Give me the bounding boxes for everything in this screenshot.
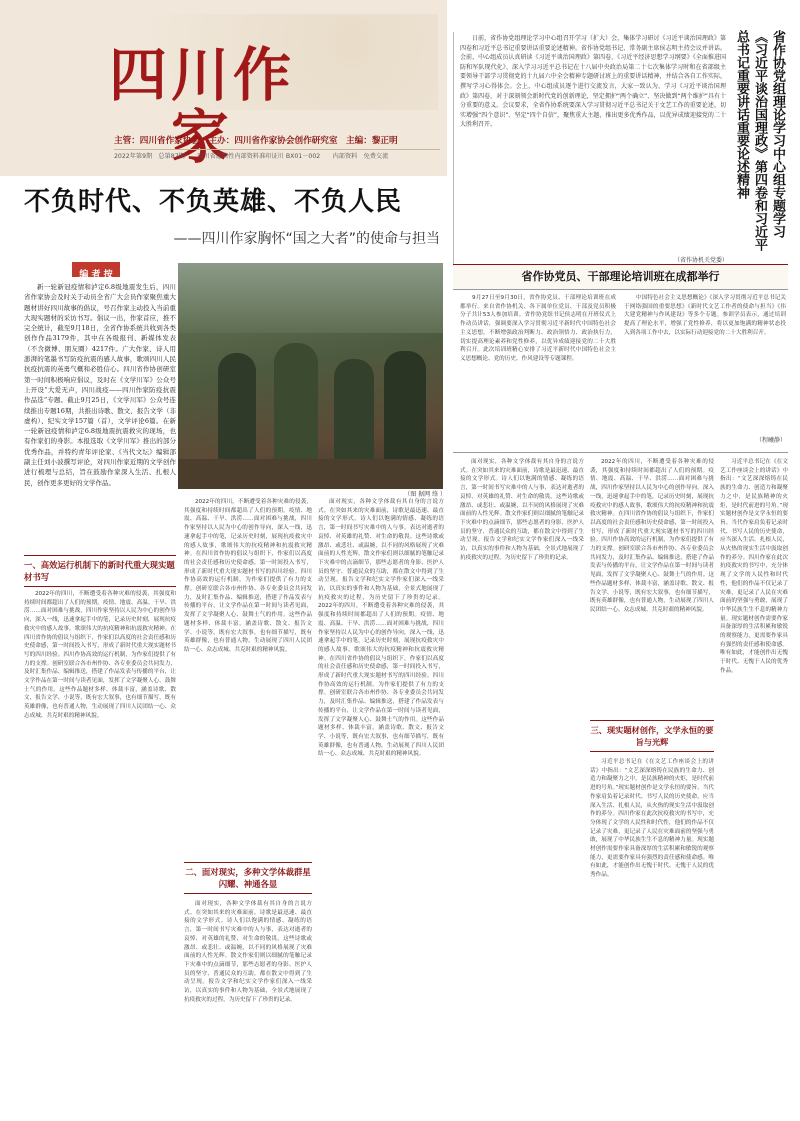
lower-col-2-text: 2022年的四川，不断遭受着各种灾难的侵袭，其强度和持续时间都超出了人们的预期。疫情、地震、高温、干旱、洪涝……面对困难与挑战，四川作家坚持以人民为中心的创作导向，深入一线，迅速拿起手中的笔，记录历史时刻，展现抗疫救灾中的感人故事，歌颂伟大的抗疫精神和抗震救灾精神。在四川省作协的倡议与组织下，作家们以高度的社会责任感和历史使命感，第一时间投入书写，形成了新时代重大现实题材书写的四川经验。四川作协高效的运行机制，为作家们提供了有力的支撑。创研室联合各市州作协、各专业委员会共同发力，及时汇集作品、编辑推送，搭建了作品发表与传播的平台，让文学作品在第一时间与读者见面，发挥了文学凝聚人心、鼓舞士气的作用。这些作品题材多样、体裁丰富，涵盖诗歌、散文、报告文学、小说等，既有宏大叙事，也有细节描写，既有英雄群像，也有普通人物，生动展现了四川人民团结一心、众志成城、共克时艰的精神风貌。 xyxy=(590,459,714,613)
section-1-body: 2022年的四川，不断遭受着各种灾难的侵袭，其强度和持续时间都超出了人们的预期。疫情、地震、高温、干旱、洪涝……面对困难与挑战，四川作家坚持以人民为中心的创作导向，深入一线，迅速拿起手中的笔，记录历史时刻，展现抗疫救灾中的感人故事，歌颂伟大的抗疫精神和抗震救灾精神。在四川省作协的倡议与组织下，作家们以高度的社会责任感和历史使命感，第一时间投入书写，形成了新时代重大现实题材书写的四川经验。四川作协高效的运行机制，为作家们提供了有力的支撑。创研室联合各市州作协、各专业委员会共同发力，及时汇集作品、编辑推送，搭建了作品发表与传播的平台，让文学作品在第一时间与读者见面，发挥了文学凝聚人心、鼓舞士气的作用。这些作品题材多样、体裁丰富，涵盖诗歌、散文、报告文学、小说等，既有宏大叙事，也有细节描写，既有英雄群像，也有普通人物，生动展现了四川人民团结一心、众志成城、共克时艰的精神风貌。 xyxy=(24,591,176,719)
editor-tag-label: 编 者 按 xyxy=(79,270,113,280)
training-source: （程曦静） xyxy=(755,437,786,444)
feature-photo xyxy=(178,263,443,489)
lower-col-3-text: 习近平总书记在《在文艺工作座谈会上的讲话》中指出：“文艺深深熔铸在民族的生命力、创造力和凝聚力之中，是民族精神的火炬，是时代前进的号角。”现实题材创作是文学永恒的要旨。当代作家肩负着记录时代、书写人民的历史使命，应当深入生活、扎根人民，从火热的现实生活中汲取创作的养分。四川作家在此次抗疫救灾的书写中，充分体现了文学的人民性和时代性，他们的作品不仅记录了灾难，更记录了人民在灾难面前的坚强与勇敢，展现了中华民族生生不息的精神力量。现实题材创作需要作家具备深厚的生活积累和敏锐的观察能力，更需要作家具有强烈的责任感和使命感。唯有如此，才能创作出无愧于时代、无愧于人民的优秀作品。 xyxy=(720,459,788,674)
photo-caption: （图 据网 络 ） xyxy=(404,491,446,498)
section-1-title xyxy=(24,555,176,587)
credits-line: 主管：四川省作家协会 主办：四川省作家协会创作研究室 主编：黎正明 xyxy=(114,136,398,146)
lower-col-1-text: 面对现实，各种文学体裁有其自身的言说方式。在突如其来的灾难面前，诗歌是最迅速、最直接的文学形式。诗人们以饱满的情感、凝练的语言，第一时间书写灾难中的人与事，表达对逝者的哀悼、对英雄的礼赞、对生命的敬畏。这些诗歌或激昂、或悲壮、或温婉，以不同的风格展现了灾难面前的人性光辉。散文作家们则以细腻的笔触记录下灾难中的点滴细节，那些志愿者的身影、医护人员的坚守、普通民众的互助，都在散文中得到了生动呈现。报告文学和纪实文学作家们深入一线采访，以真实的事件和人物为基础，全景式地展现了抗疫救灾的过程，为历史留下了珍贵的记录。 xyxy=(460,459,584,561)
study-text: 日前，省作协党组理论学习中心组召开学习（扩大）会，集体学习研讨《习近平谈治国理政》第四卷和习近平总书记重要讲话重要论述精神。省作协党组书记、常务副主席侯志明主持会议并讲话。会前，中心组成员认真研读《习近平谈治国理政》第四卷、《习近平经济思想学习纲要》《全面推进国防和军队现代化》、深入学习习近平总书记在十八届中央政治局第二十七次集体学习时和在省部级主要领导干部学习贯彻党的十九届六中全会精神专题研讨班上的重要讲话精神，并结合各自工作实际，撰写学习心得体会。会上，中心组成员逐个进行交流发言，大家一致认为，学习《习近平谈治国理政》第四卷，对于深刻领会新时代党的创新理论，坚定拥护“两个确立”、坚决做到“两个维护”具有十分重要的意义。会议要求，全省作协系统要深入学习贯彻习近平总书记关于文艺工作的重要论述，切实增强“四个意识”、坚定“四个自信”，聚焦重大主题，推出更多优秀作品，以优异成绩迎接党的二十大胜利召开。 xyxy=(460,35,726,129)
lower-col-3 xyxy=(720,458,788,1110)
section-2-continued xyxy=(318,498,444,1110)
subheadline: ——四川作家胸怀“国之大者”的使命与担当 xyxy=(173,231,440,247)
training-col-1: 9月27日至9月30日，省作协党员、干部理论培训班在成都举行。来自省作协机关、各下属单位党员、干部及党员积极分子共计53人参加培训。省作协党组书记侯志明在开班仪式上作动员讲话，强调要深入学习贯彻习近平新时代中国特色社会主义思想，不断增强政治判断力、政治领悟力、政治执行力，切实提高理论素养和党性修养，以优异成绩迎接党的二十大胜利召开。此次培训班精心安排了习近平新时代中国特色社会主义思想概论、党的历史、作风建设等专题课程。 xyxy=(460,295,616,362)
section-2-continued-text-b: 2022年的四川，不断遭受着各种灾难的侵袭，其强度和持续时间都超出了人们的预期。疫情、地震、高温、干旱、洪涝……面对困难与挑战，四川作家坚持以人民为中心的创作导向，深入一线，迅速拿起手中的笔，记录历史时刻，展现抗疫救灾中的感人故事，歌颂伟大的抗疫精神和抗震救灾精神。在四川省作协的倡议与组织下，作家们以高度的社会责任感和历史使命感，第一时间投入书写，形成了新时代重大现实题材书写的四川经验。四川作协高效的运行机制，为作家们提供了有力的支撑。创研室联合各市州作协、各专业委员会共同发力，及时汇集作品、编辑推送，搭建了作品发表与传播的平台，让文学作品在第一时间与读者见面，发挥了文学凝聚人心、鼓舞士气的作用。这些作品题材多样、体裁丰富，涵盖诗歌、散文、报告文学、小说等，既有宏大叙事，也有细节描写，既有英雄群像，也有普通人物，生动展现了四川人民团结一心、众志成城、共克时艰的精神风貌。 xyxy=(318,603,444,758)
section-1-continued xyxy=(184,498,312,860)
issue-line: 2022年第9期 总第87期 四川省连续性内部资料准印证川 BX01－002 内部资料 免费交流 xyxy=(114,153,389,160)
photo-sky xyxy=(178,263,443,333)
section-2-body: 面对现实，各种文学体裁有其自身的言说方式。在突如其来的灾难面前，诗歌是最迅速、最直接的文学形式。诗人们以饱满的情感、凝练的语言，第一时间书写灾难中的人与事，表达对逝者的哀悼、对英雄的礼赞、对生命的敬畏。这些诗歌或激昂、或悲壮、或温婉，以不同的风格展现了灾难面前的人性光辉。散文作家们则以细腻的笔触记录下灾难中的点滴细节，那些志愿者的身影、医护人员的坚守、普通民众的互助，都在散文中得到了生动呈现。报告文学和纪实文学作家们深入一线采访，以真实的事件和人物为基础，全景式地展现了抗疫救灾的过程，为历史留下了珍贵的记录。 xyxy=(184,901,312,1003)
training-col-2: 中国特色社会主义思想概论》《深入学习贯彻习近平总书记关于网络强国的重要思想》《新时代文艺工作者的使命与担当》《伟大建党精神与作风建设》等多个专题。参训学员表示，通过培训提高了理论水平，增强了党性修养，将以更加饱满的精神状态投入到各项工作中去，以实际行动迎接党的二十大胜利召开。 xyxy=(624,295,786,336)
photo-figure-3 xyxy=(334,359,374,463)
study-vertical-title xyxy=(732,30,788,260)
training-title: 省作协党员、干部理论培训班在成都举行 xyxy=(521,270,720,283)
training-title-box xyxy=(453,264,788,290)
photo-figure-1 xyxy=(218,353,256,463)
headline: 不负时代、不负英雄、不负人民 xyxy=(24,187,403,217)
section-2-title xyxy=(184,862,312,894)
photo-figure-2 xyxy=(274,343,318,463)
right-divider xyxy=(453,452,788,453)
photo-ground xyxy=(178,459,443,489)
masthead xyxy=(0,0,447,176)
section-2-continued-text: 面对现实，各种文学体裁有其自身的言说方式。在突如其来的灾难面前，诗歌是最迅速、最直接的文学形式。诗人们以饱满的情感、凝练的语言，第一时间书写灾难中的人与事，表达对逝者的哀悼、对英雄的礼赞、对生命的敬畏。这些诗歌或激昂、或悲壮、或温婉，以不同的风格展现了灾难面前的人性光辉。散文作家们则以细腻的笔触记录下灾难中的点滴细节，那些志愿者的身影、医护人员的坚守、普通民众的互助，都在散文中得到了生动呈现。报告文学和纪实文学作家们深入一线采访，以真实的事件和人物为基础，全景式地展现了抗疫救灾的过程，为历史留下了珍贵的记录。 xyxy=(318,499,444,601)
photo-figure-4 xyxy=(384,351,426,467)
section-3-body: 习近平总书记在《在文艺工作座谈会上的讲话》中指出：“文艺深深熔铸在民族的生命力、创造力和凝聚力之中，是民族精神的火炬，是时代前进的号角。”现实题材创作是文学永恒的要旨。当代作家肩负着记录时代、书写人民的历史使命，应当深入生活、扎根人民，从火热的现实生活中汲取创作的养分。四川作家在此次抗疫救灾的书写中，充分体现了文学的人民性和时代性，他们的作品不仅记录了灾难，更记录了人民在灾难面前的坚强与勇敢，展现了中华民族生生不息的精神力量。现实题材创作需要作家具备深厚的生活积累和敏锐的观察能力，更需要作家具有强烈的责任感和使命感。唯有如此，才能创作出无愧于时代、无愧于人民的优秀作品。 xyxy=(590,759,714,879)
section-2-heading: 二、面对现实，多种文学体裁群星闪耀、神通各显 xyxy=(185,867,311,889)
lower-col-2 xyxy=(590,458,714,716)
lower-col-1 xyxy=(460,458,584,1110)
credits-bar xyxy=(114,134,440,150)
editor-tag xyxy=(72,262,120,280)
logo: 四川作家 xyxy=(108,41,295,171)
study-source: （省作协机关党委） xyxy=(673,257,728,264)
section-3-heading: 三、现实题材创作，文学永恒的要旨与光辉 xyxy=(590,725,714,747)
section-1-heading: 一、高效运行机制下的新时代重大现实题材书写 xyxy=(24,560,175,582)
section-3-title xyxy=(590,720,714,752)
editor-note: 新一轮新冠疫情和泸定6.8级地震发生后，四川省作家协会及时关于动员全省广大会员作家聚焦重大题材讲好四川故事的倡议，号召作家主动投入当前重大现实题材的采访书写。倡议一出，作家首应，推不完全统计，截至9月18日，全省作协系统共收到各类创作作品3179件，其中在各级报刊、新媒体发表（不含微博、朋友圈）4217件。广大作家、诗人用澎湃的笔墨书写防疫抗震的感人故事，歌颂四川人民抗疫抗震的英勇气概和必胜信心。四川省作协创研室第一时间积极响应倡议，及时在《文学川军》公众号上开设“大爱无声，四川战疫——四川作家防疫抗震作品选”专题。截止9月25日，《文学川军》公众号连续推出专题16期，共推出诗歌、散文、报告文学（非虚构）、纪实文学157篇（首），文学评论6篇。在新一轮新冠疫情和泸定6.8级地震抗震救灾的现场，也有作家们的身影。本报选取《文学川军》推出的部分优秀作品，并特约青年评论家、《当代文坛》编辑部副主任刘小波撰写评论，对四川作家近期的文学创作进行梳理与总结，旨在鼓励作家深入生活、扎根人民，创作更多更好的文学作品。 xyxy=(24,283,176,487)
study-vertical-title-text: 省作协党组理论学习中心组专题学习《习近平谈治国理政》第四卷和习近平总书记重要讲话重要论述精神 xyxy=(734,30,785,251)
section-1-continued-text: 2022年的四川，不断遭受着各种灾难的侵袭，其强度和持续时间都超出了人们的预期。疫情、地震、高温、干旱、洪涝……面对困难与挑战，四川作家坚持以人民为中心的创作导向，深入一线，迅速拿起手中的笔，记录历史时刻，展现抗疫救灾中的感人故事，歌颂伟大的抗疫精神和抗震救灾精神。在四川省作协的倡议与组织下，作家们以高度的社会责任感和历史使命感，第一时间投入书写，形成了新时代重大现实题材书写的四川经验。四川作协高效的运行机制，为作家们提供了有力的支撑。创研室联合各市州作协、各专业委员会共同发力，及时汇集作品、编辑推送，搭建了作品发表与传播的平台，让文学作品在第一时间与读者见面，发挥了文学凝聚人心、鼓舞士气的作用。这些作品题材多样、体裁丰富，涵盖诗歌、散文、报告文学、小说等，既有宏大叙事，也有细节描写，既有英雄群像，也有普通人物，生动展现了四川人民团结一心、众志成城、共克时艰的精神风貌。 xyxy=(184,499,312,653)
